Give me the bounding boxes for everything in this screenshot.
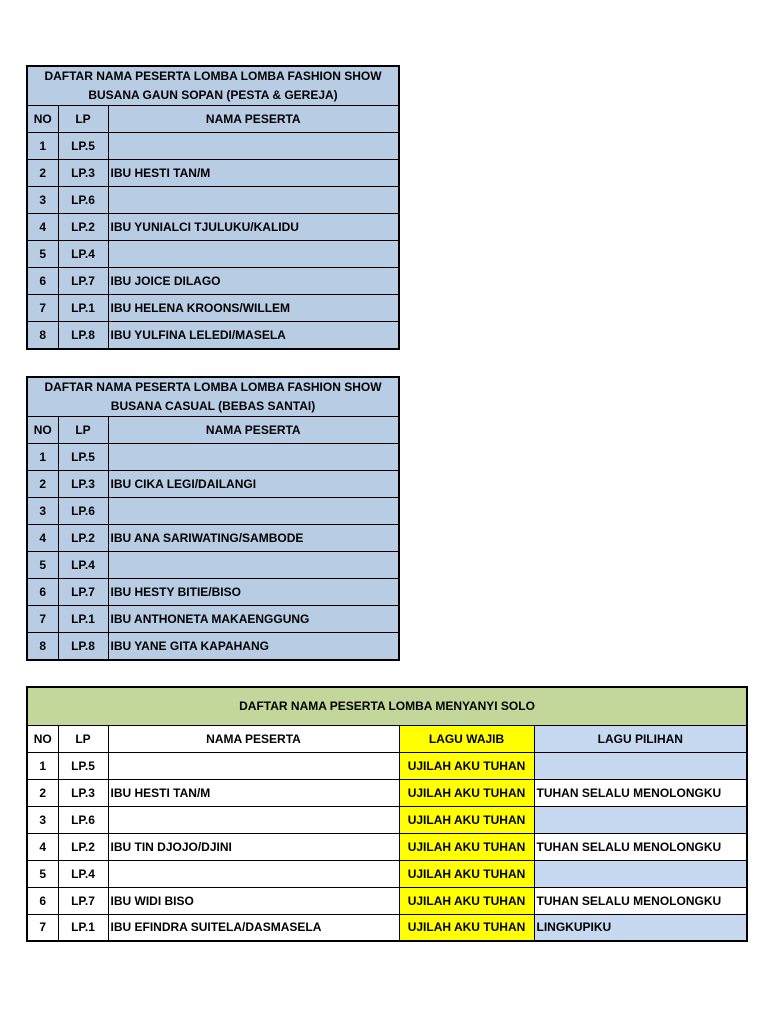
col-header-lagu-wajib: LAGU WAJIB bbox=[399, 725, 534, 752]
cell-nama bbox=[108, 552, 399, 579]
cell-lagu-wajib: UJILAH AKU TUHAN bbox=[399, 887, 534, 914]
cell-no: 2 bbox=[27, 471, 58, 498]
cell-no: 7 bbox=[27, 606, 58, 633]
title-line-2: BUSANA GAUN SOPAN (PESTA & GEREJA) bbox=[88, 88, 338, 102]
cell-lp: LP.4 bbox=[58, 860, 108, 887]
cell-lagu-wajib: UJILAH AKU TUHAN bbox=[399, 860, 534, 887]
cell-nama: IBU ANA SARIWATING/SAMBODE bbox=[108, 525, 399, 552]
cell-no: 6 bbox=[27, 268, 58, 295]
header-row bbox=[27, 417, 399, 444]
cell-nama bbox=[108, 241, 399, 268]
title-line-1: DAFTAR NAMA PESERTA LOMBA LOMBA FASHION SHOW bbox=[44, 69, 382, 83]
fashion-gaun-table bbox=[26, 65, 400, 350]
cell-lp: LP.2 bbox=[58, 833, 108, 860]
table-row bbox=[27, 860, 747, 887]
cell-no: 7 bbox=[27, 295, 58, 322]
cell-nama: IBU TIN DJOJO/DJINI bbox=[108, 833, 399, 860]
cell-nama: IBU HESTI TAN/M bbox=[108, 779, 399, 806]
cell-nama bbox=[108, 187, 399, 214]
table-row bbox=[27, 498, 399, 525]
col-header-nama: NAMA PESERTA bbox=[108, 725, 399, 752]
col-header-no: NO bbox=[27, 725, 58, 752]
cell-no: 1 bbox=[27, 444, 58, 471]
cell-lp: LP.5 bbox=[58, 444, 108, 471]
table-row bbox=[27, 295, 399, 322]
table-row bbox=[27, 241, 399, 268]
cell-no: 4 bbox=[27, 833, 58, 860]
cell-no: 6 bbox=[27, 887, 58, 914]
cell-lp: LP.8 bbox=[58, 633, 108, 660]
cell-nama: IBU WIDI BISO bbox=[108, 887, 399, 914]
table-row bbox=[27, 471, 399, 498]
col-header-no: NO bbox=[27, 106, 58, 133]
cell-nama: IBU JOICE DILAGO bbox=[108, 268, 399, 295]
cell-lp: LP.1 bbox=[58, 606, 108, 633]
cell-nama bbox=[108, 860, 399, 887]
title-line-1: DAFTAR NAMA PESERTA LOMBA LOMBA FASHION SHOW bbox=[44, 380, 382, 394]
cell-lagu-pilihan bbox=[534, 806, 747, 833]
cell-nama: IBU CIKA LEGI/DAILANGI bbox=[108, 471, 399, 498]
cell-no: 8 bbox=[27, 322, 58, 349]
table-row bbox=[27, 444, 399, 471]
cell-nama bbox=[108, 498, 399, 525]
cell-lagu-pilihan bbox=[534, 860, 747, 887]
table-row bbox=[27, 752, 747, 779]
cell-no: 2 bbox=[27, 160, 58, 187]
table-row bbox=[27, 633, 399, 660]
cell-nama bbox=[108, 806, 399, 833]
cell-nama: IBU YANE GITA KAPAHANG bbox=[108, 633, 399, 660]
cell-no: 4 bbox=[27, 525, 58, 552]
cell-lagu-wajib: UJILAH AKU TUHAN bbox=[399, 779, 534, 806]
cell-lp: LP.2 bbox=[58, 214, 108, 241]
cell-no: 3 bbox=[27, 498, 58, 525]
cell-lagu-pilihan: TUHAN SELALU MENOLONGKU bbox=[534, 887, 747, 914]
cell-no: 1 bbox=[27, 752, 58, 779]
cell-nama: IBU YULFINA LELEDI/MASELA bbox=[108, 322, 399, 349]
cell-lp: LP.7 bbox=[58, 887, 108, 914]
cell-lagu-wajib: UJILAH AKU TUHAN bbox=[399, 914, 534, 941]
title-line-2: BUSANA CASUAL (BEBAS SANTAI) bbox=[110, 399, 316, 413]
cell-lp: LP.3 bbox=[58, 779, 108, 806]
table-row bbox=[27, 806, 747, 833]
table-row bbox=[27, 833, 747, 860]
header-row bbox=[27, 106, 399, 133]
table-title bbox=[27, 377, 399, 417]
table-row bbox=[27, 579, 399, 606]
cell-nama: IBU EFINDRA SUITELA/DASMASELA bbox=[108, 914, 399, 941]
cell-lp: LP.5 bbox=[58, 752, 108, 779]
cell-nama: IBU ANTHONETA MAKAENGGUNG bbox=[108, 606, 399, 633]
cell-lp: LP.4 bbox=[58, 241, 108, 268]
cell-lp: LP.1 bbox=[58, 295, 108, 322]
col-header-lp: LP bbox=[58, 106, 108, 133]
cell-nama: IBU YUNIALCI TJULUKU/KALIDU bbox=[108, 214, 399, 241]
cell-lagu-pilihan bbox=[534, 752, 747, 779]
table-row bbox=[27, 133, 399, 160]
cell-lp: LP.2 bbox=[58, 525, 108, 552]
cell-lp: LP.3 bbox=[58, 160, 108, 187]
cell-no: 4 bbox=[27, 214, 58, 241]
table-row bbox=[27, 887, 747, 914]
header-row bbox=[27, 725, 747, 752]
table-row bbox=[27, 187, 399, 214]
cell-nama bbox=[108, 444, 399, 471]
table-row bbox=[27, 606, 399, 633]
menyanyi-solo-table bbox=[26, 686, 748, 942]
col-header-nama: NAMA PESERTA bbox=[108, 106, 399, 133]
cell-no: 2 bbox=[27, 779, 58, 806]
cell-nama bbox=[108, 133, 399, 160]
cell-lagu-pilihan: LINGKUPIKU bbox=[534, 914, 747, 941]
cell-nama: IBU HELENA KROONS/WILLEM bbox=[108, 295, 399, 322]
cell-no: 6 bbox=[27, 579, 58, 606]
col-header-nama: NAMA PESERTA bbox=[108, 417, 399, 444]
cell-nama bbox=[108, 752, 399, 779]
cell-lp: LP.7 bbox=[58, 579, 108, 606]
cell-lagu-wajib: UJILAH AKU TUHAN bbox=[399, 806, 534, 833]
cell-no: 3 bbox=[27, 806, 58, 833]
cell-lp: LP.8 bbox=[58, 322, 108, 349]
fashion-casual-table bbox=[26, 376, 400, 661]
cell-nama: IBU HESTY BITIE/BISO bbox=[108, 579, 399, 606]
cell-no: 1 bbox=[27, 133, 58, 160]
cell-lp: LP.6 bbox=[58, 806, 108, 833]
table-title bbox=[27, 66, 399, 106]
cell-lagu-pilihan: TUHAN SELALU MENOLONGKU bbox=[534, 779, 747, 806]
cell-no: 5 bbox=[27, 552, 58, 579]
cell-no: 7 bbox=[27, 914, 58, 941]
cell-lagu-pilihan: TUHAN SELALU MENOLONGKU bbox=[534, 833, 747, 860]
cell-lagu-wajib: UJILAH AKU TUHAN bbox=[399, 752, 534, 779]
table-row bbox=[27, 914, 747, 941]
cell-lp: LP.5 bbox=[58, 133, 108, 160]
table-title: DAFTAR NAMA PESERTA LOMBA MENYANYI SOLO bbox=[27, 687, 747, 725]
table-row bbox=[27, 268, 399, 295]
table-row bbox=[27, 214, 399, 241]
table-row bbox=[27, 779, 747, 806]
table-row bbox=[27, 525, 399, 552]
table-row bbox=[27, 160, 399, 187]
col-header-lagu-pilihan: LAGU PILIHAN bbox=[534, 725, 747, 752]
cell-lp: LP.7 bbox=[58, 268, 108, 295]
table-row bbox=[27, 322, 399, 349]
cell-no: 8 bbox=[27, 633, 58, 660]
cell-lp: LP.4 bbox=[58, 552, 108, 579]
col-header-no: NO bbox=[27, 417, 58, 444]
cell-no: 3 bbox=[27, 187, 58, 214]
cell-lp: LP.1 bbox=[58, 914, 108, 941]
cell-lp: LP.6 bbox=[58, 187, 108, 214]
cell-no: 5 bbox=[27, 241, 58, 268]
cell-lp: LP.3 bbox=[58, 471, 108, 498]
cell-lagu-wajib: UJILAH AKU TUHAN bbox=[399, 833, 534, 860]
cell-no: 5 bbox=[27, 860, 58, 887]
cell-nama: IBU HESTI TAN/M bbox=[108, 160, 399, 187]
col-header-lp: LP bbox=[58, 417, 108, 444]
col-header-lp: LP bbox=[58, 725, 108, 752]
cell-lp: LP.6 bbox=[58, 498, 108, 525]
table-row bbox=[27, 552, 399, 579]
